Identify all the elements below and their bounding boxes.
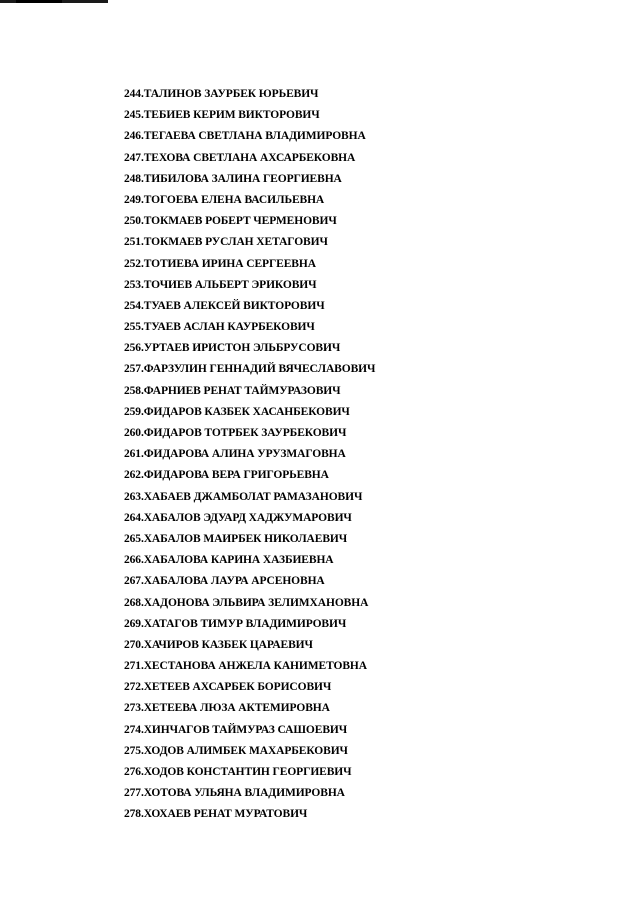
list-item: 271.ХЕСТАНОВА АНЖЕЛА КАНИМЕТОВНА xyxy=(124,660,367,673)
name-list xyxy=(124,84,375,826)
list-item: 248.ТИБИЛОВА ЗАЛИНА ГЕОРГИЕВНА xyxy=(124,172,342,185)
list-item: 266.ХАБАЛОВА КАРИНА ХАЗБИЕВНА xyxy=(124,554,334,567)
list-item: 276.ХОДОВ КОНСТАНТИН ГЕОРГИЕВИЧ xyxy=(124,766,352,778)
list-item: 261.ФИДАРОВА АЛИНА УРУЗМАГОВНА xyxy=(124,448,346,461)
list-item: 252.ТОТИЕВА ИРИНА СЕРГЕЕВНА xyxy=(124,257,316,270)
list-item: 278.ХОХАЕВ РЕНАТ МУРАТОВИЧ xyxy=(124,808,308,821)
list-item: 255.ТУАЕВ АСЛАН КАУРБЕКОВИЧ xyxy=(124,321,315,334)
list-item: 257.ФАРЗУЛИН ГЕННАДИЙ ВЯЧЕСЛАВОВИЧ xyxy=(124,363,376,376)
list-item: 253.ТОЧИЕВ АЛЬБЕРТ ЭРИКОВИЧ xyxy=(124,278,317,291)
list-item: 249.ТОГОЕВА ЕЛЕНА ВАСИЛЬЕВНА xyxy=(124,193,325,206)
list-item: 262.ФИДАРОВА ВЕРА ГРИГОРЬЕВНА xyxy=(124,469,329,482)
list-item: 258.ФАРНИЕВ РЕНАТ ТАЙМУРАЗОВИЧ xyxy=(124,384,341,397)
list-item: 260.ФИДАРОВ ТОТРБЕК ЗАУРБЕКОВИЧ xyxy=(124,427,347,439)
list-item: 245.ТЕБИЕВ КЕРИМ ВИКТОРОВИЧ xyxy=(124,109,320,122)
list-item: 267.ХАБАЛОВА ЛАУРА АРСЕНОВНА xyxy=(124,575,325,588)
list-item: 247.ТЕХОВА СВЕТЛАНА АХСАРБЕКОВНА xyxy=(124,151,356,164)
list-item: 265.ХАБАЛОВ МАИРБЕК НИКОЛАЕВИЧ xyxy=(124,532,348,545)
list-item: 273.ХЕТЕЕВА ЛЮЗА АКТЕМИРОВНА xyxy=(124,702,330,715)
list-item: 251.ТОКМАЕВ РУСЛАН ХЕТАГОВИЧ xyxy=(124,236,328,249)
list-item: 272.ХЕТЕЕВ АХСАРБЕК БОРИСОВИЧ xyxy=(124,681,332,694)
list-item: 256.УРТАЕВ ИРИСТОН ЭЛЬБРУСОВИЧ xyxy=(124,342,341,355)
list-item: 246.ТЕГАЕВА СВЕТЛАНА ВЛАДИМИРОВНА xyxy=(124,130,366,143)
top-edge-rule-dark-segment xyxy=(16,0,62,3)
list-item: 254.ТУАЕВ АЛЕКСЕЙ ВИКТОРОВИЧ xyxy=(124,299,325,312)
list-item: 264.ХАБАЛОВ ЭДУАРД ХАДЖУМАРОВИЧ xyxy=(124,511,352,524)
list-item: 259.ФИДАРОВ КАЗБЕК ХАСАНБЕКОВИЧ xyxy=(124,405,350,418)
list-item: 274.ХИНЧАГОВ ТАЙМУРАЗ САШОЕВИЧ xyxy=(124,723,348,736)
list-item: 250.ТОКМАЕВ РОБЕРТ ЧЕРМЕНОВИЧ xyxy=(124,215,337,228)
list-item: 275.ХОДОВ АЛИМБЕК МАХАРБЕКОВИЧ xyxy=(124,744,348,757)
list-item: 270.ХАЧИРОВ КАЗБЕК ЦАРАЕВИЧ xyxy=(124,638,313,651)
list-item: 277.ХОТОВА УЛЬЯНА ВЛАДИМИРОВНА xyxy=(124,787,345,800)
list-item: 269.ХАТАГОВ ТИМУР ВЛАДИМИРОВИЧ xyxy=(124,617,347,630)
list-item: 263.ХАБАЕВ ДЖАМБОЛАТ РАМАЗАНОВИЧ xyxy=(124,490,363,503)
list-item: 268.ХАДОНОВА ЭЛЬВИРА ЗЕЛИМХАНОВНА xyxy=(124,596,369,609)
list-item: 244.ТАЛИНОВ ЗАУРБЕК ЮРЬЕВИЧ xyxy=(124,88,319,100)
